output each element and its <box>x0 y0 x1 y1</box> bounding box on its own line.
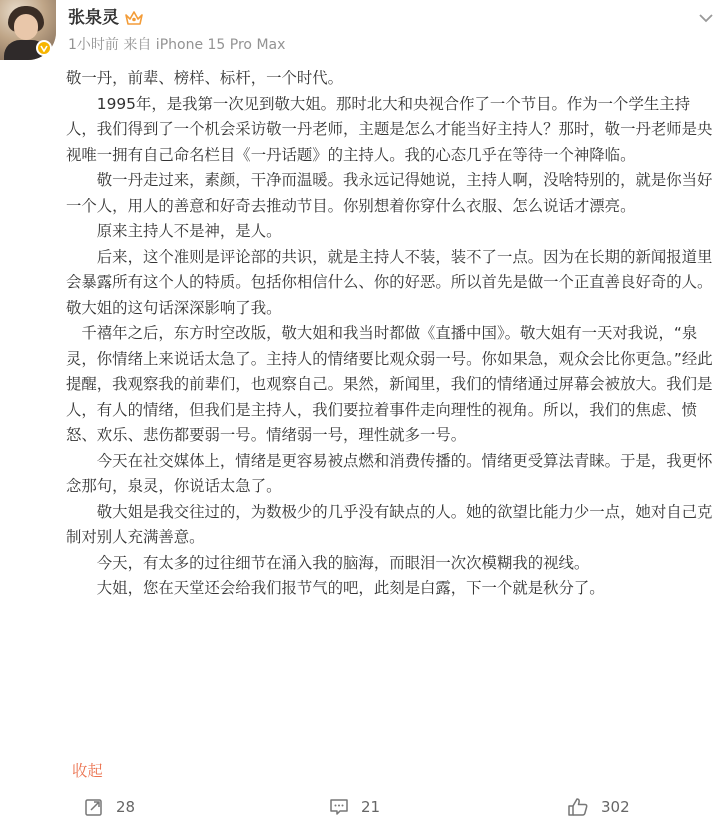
paragraph: 1995年，是我第一次见到敬大姐。那时北大和央视合作了一个节目。作为一个学生主持人，我们得到了一个机会采访敬一丹老师，主题是怎么才能当好主持人？那时，敬一丹老师是央视唯一拥有自己命名栏目《一丹话题》的主持人。我的心态几乎在等待一个神降临。 <box>66 94 713 164</box>
like-button[interactable] <box>567 790 630 824</box>
repost-icon <box>84 797 104 817</box>
comment-button[interactable] <box>329 790 380 824</box>
paragraph: 今天，有太多的过往细节在涌入我的脑海，而眼泪一次次模糊我的视线。 <box>66 553 590 572</box>
collapse-link[interactable]: 收起 <box>72 762 103 780</box>
crown-icon[interactable] <box>124 9 144 27</box>
post-content <box>66 66 718 602</box>
verified-badge-icon <box>36 40 52 56</box>
paragraph: 后来，这个准则是评论部的共识，就是主持人不装，装不了一点。因为在长期的新闻报道里会暴露所有这个人的特质。包括你相信什么、你的好恶。所以首先是做一个正直善良好奇的人。敬大姐的这句话深深影响了我。 <box>66 247 713 317</box>
like-icon <box>567 797 589 817</box>
post-meta: 1小时前 来自 iPhone 15 Pro Max <box>68 37 286 53</box>
paragraph: 今天在社交媒体上，情绪是更容易被点燃和消费传播的。情绪更受算法青睐。于是，我更怀念那句，泉灵，你说话太急了。 <box>66 451 713 495</box>
comment-icon <box>329 797 349 817</box>
paragraph: 大姐，您在天堂还会给我们报节气的吧，此刻是白露，下一个就是秋分了。 <box>66 579 605 597</box>
action-bar <box>0 790 722 824</box>
comment-count: 21 <box>361 798 381 816</box>
paragraph: 原来主持人不是神，是人。 <box>66 222 282 240</box>
repost-button[interactable] <box>84 790 135 824</box>
repost-count: 28 <box>116 798 136 816</box>
username[interactable]: 张泉灵 <box>68 8 119 28</box>
paragraph: 敬大姐是我交往过的，为数极少的几乎没有缺点的人。她的欲望比能力少一点，她对自己克制对别人充满善意。 <box>66 502 713 546</box>
like-count: 302 <box>601 798 630 816</box>
paragraph: 千禧年之后，东方时空改版，敬大姐和我当时都做《直播中国》。敬大姐有一天对我说，“泉灵，你情绪上来说话太急了。主持人的情绪要比观众弱一号。你如果急，观众会比你更急。”经此提醒，我观察我的前辈们，也观察自己。果然，新闻里，我们的情绪通过屏幕会被放大。我们是人，有人的情绪，但我们是主持人，我们要拉着事件走向理性的视角。所以，我们的焦虑、愤怒、欢乐、悲伤都要弱一号。情绪弱一号，理性就多一号。 <box>66 324 713 444</box>
paragraph: 敬一丹，前辈、榜样、标杆，一个时代。 <box>66 69 344 87</box>
chevron-down-icon[interactable] <box>698 12 714 24</box>
paragraph: 敬一丹走过来，素颜，干净而温暖。我永远记得她说，主持人啊，没啥特别的，就是你当好一个人，用人的善意和好奇去推动节目。你别想着你穿什么衣服、怎么说话才漂亮。 <box>66 171 713 215</box>
post-header <box>0 0 722 66</box>
